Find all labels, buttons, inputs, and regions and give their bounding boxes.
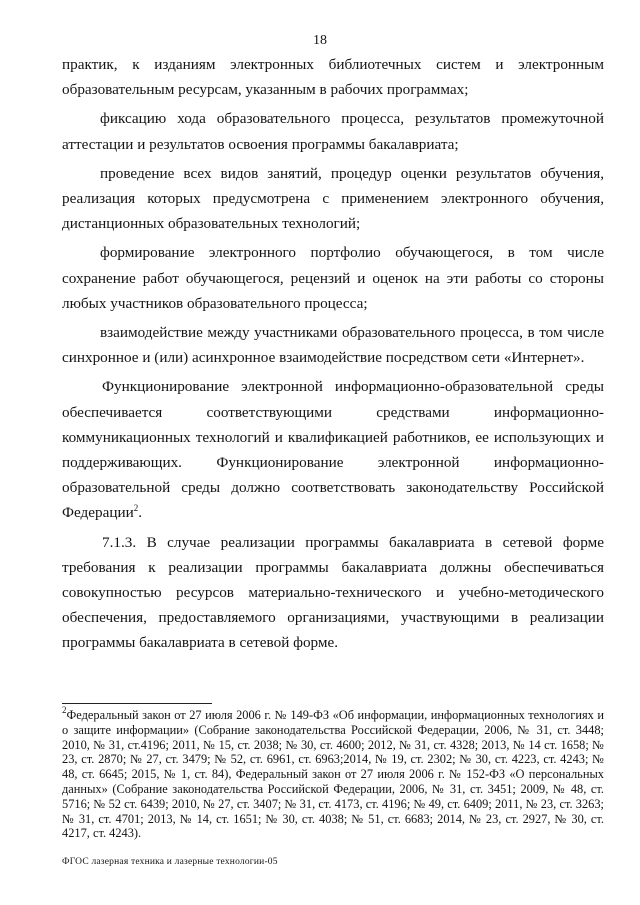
footnote-reference: 2 [133, 503, 139, 514]
footnote-divider [62, 703, 212, 704]
paragraph-interaction: взаимодействие между участниками образовательного процесса, в том числе синхронное и (или) асинхронное взаимодействие посредством сети «Интернет». [62, 324, 604, 367]
paragraph-conducting-classes: проведение всех видов занятий, процедур оценки результатов обучения, реализация которых предусмотрена с применением электронного обучения, дистанционных образовательных технологий; [62, 164, 604, 233]
paragraph-access-to-resources: практик, к изданиям электронных библиотечных систем и электронным образовательным ресурсам, указанным в рабочих программах; [62, 56, 604, 99]
paragraph-electronic-portfolio: формирование электронного портфолио обучающегося, в том числе сохранение работ обучающегося, рецензий и оценок на эти работы со стороны любых участников образовательного процесса; [62, 244, 604, 312]
page-number: 18 [313, 33, 327, 48]
footnote-marker: 2 [62, 705, 67, 715]
page-footer: ФГОС лазерная техника и лазерные технологии-05 [62, 857, 278, 867]
body-text [62, 52, 604, 660]
paragraph-environment-functioning-text: Функционирование электронной информационно-образовательной среды обеспечивается соответствующими средствами информационно-коммуникационных технологий и квалификацией работников, ее использующих и поддерживающих. Функционирование электронной информационно-образовательной среды должно соответствовать законодательству Российской Федерации [62, 378, 604, 522]
paragraph-environment-functioning: Функционирование электронной информационно-образовательной среды обеспечивается соответствующими средствами информационно-коммуникационных технологий и квалификацией работников, ее использующих и поддерживающих. Функционирование электронной информационно-образовательной среды должно соответствовать законодательству Российской Федерации$^2$. [62, 378, 604, 522]
paragraph-progress-tracking: фиксацию хода образовательного процесса, результатов промежуточной аттестации и результатов освоения программы бакалавриата; [62, 110, 604, 153]
footnote-text: Федеральный закон от 27 июля 2006 г. № 149-ФЗ «Об информации, информационных технологиях и о защите информации» (Собрание законодательства Российской Федерации, 2006, № 31, ст. 3448; 2010, № 31, ст.4196; 2011, № 15, ст. 2038; № 30, ст. 4600; 2012, № 31, ст. 4328; 2013, № 14 ст. 1658; № 23, ст. 2870; № 27, ст. 3479; № 52, ст. 6961, ст. 6963;2014, № 19, ст. 2302; № 30, ст. 4223, ст. 4243; № 48, ст. 6645; 2015, № 1, ст. 84), Федеральный закон от 27 июля 2006 г. № 152-ФЗ «О персональных данных» (Собрание законодательства Российской Федерации, 2006, № 31, ст. 3451; 2009, № 48, ст. 5716; № 52 ст. 6439; 2010, № 27, ст. 3407; № 31, ст. 4173, ст. 4196; № 49, ст. 6409; 2011, № 23, ст. 3263; № 31, ст. 4701; 2013, № 14, ст. 1651; № 30, ст. 4038; № 51, ст. 6683; 2014, № 23, ст. 2927, № 30, ст. 4217, ст. 4243). [62, 708, 604, 841]
footnote [62, 705, 604, 841]
paragraph-network-form: 7.1.3. В случае реализации программы бакалавриата в сетевой форме требования к реализации программы бакалавриата должны обеспечиваться совокупностью ресурсов материально-технического и учебно-методического обеспечения, предоставляемого организациями, участвующими в реализации программы бакалавриата в сетевой форме. [62, 533, 604, 652]
